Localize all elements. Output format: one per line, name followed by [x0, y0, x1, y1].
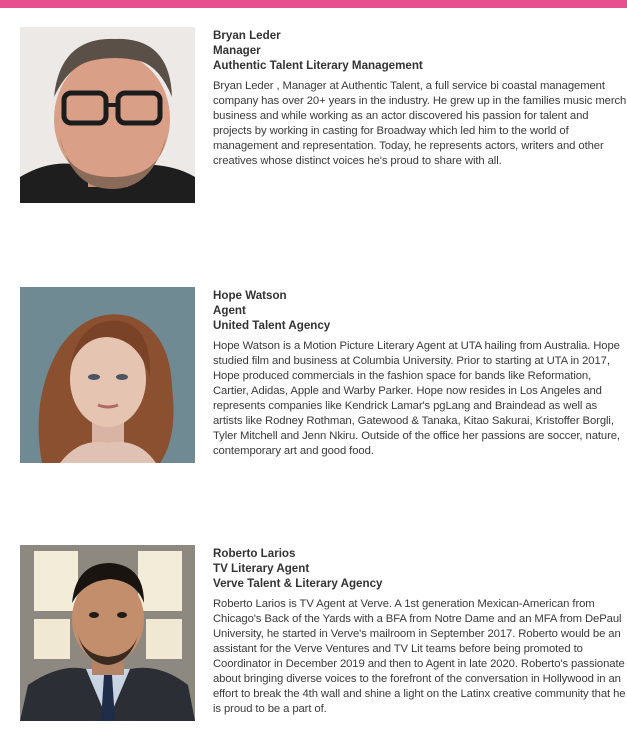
person-title: TV Literary Agent: [213, 562, 310, 575]
person-title: Manager: [213, 44, 261, 57]
accent-bar: [0, 0, 627, 8]
portrait-photo-hope-watson: [20, 287, 195, 463]
person-company: United Talent Agency: [213, 319, 331, 332]
person-title: Agent: [213, 304, 246, 317]
person-bio: Roberto Larios is TV Agent at Verve. A 1st generation Mexican-American from Chicago's Back of the Yards with a BFA from Notre Dame and an MFA from DePaul University, he started in Verve's mailroom in September 2017. Roberto would be an assistant for the Verve Ventures and TV Lit teams before being promoted to Coordinator in December 2019 and then to Agent in late 2020. Roberto's passionate about bringing diverse voices to the forefront of the conversation in Hollywood in an effort to break the 4th wall and shine a light on the Latinx creative community that he is proud to be a part of.: [213, 598, 626, 715]
portrait-photo-bryan-leder: [20, 27, 195, 203]
person-company: Verve Talent & Literary Agency: [213, 577, 383, 590]
person-company: Authentic Talent Literary Management: [213, 59, 423, 72]
person-name: Bryan Leder: [213, 29, 281, 42]
person-name: Roberto Larios: [213, 547, 296, 560]
portrait-photo-roberto-larios: [20, 545, 195, 721]
person-name: Hope Watson: [213, 289, 287, 302]
person-bio: Hope Watson is a Motion Picture Literary Agent at UTA hailing from Australia. Hope studied film and business at Columbia University. Prior to starting at UTA in 2017, Hope produced commercials in the fashion space for bands like Reformation, Cartier, Adidas, Apple and Warby Parker. Hope now resides in Los Angeles and represents companies like Kendrick Lamar's pgLang and Braindead as well as artists like Rodney Rothman, Gatewood & Tanaka, Kitao Sakurai, Kristoffer Borgli, Tyler Mitchell and Jenn Nkiru. Outside of the office her passions are soccer, nature, contemporary art and good food.: [213, 340, 620, 457]
person-bio: Bryan Leder , Manager at Authentic Talent, a full service bi coastal management company has over 20+ years in the industry. He grew up in the families music merch business and while working as an actor discovered his passion for talent and projects by working in casting for Broadway which led him to the world of management and representation. Today, he represents actors, writers and other creatives whose distinct voices he's proud to share with all.: [213, 80, 627, 167]
